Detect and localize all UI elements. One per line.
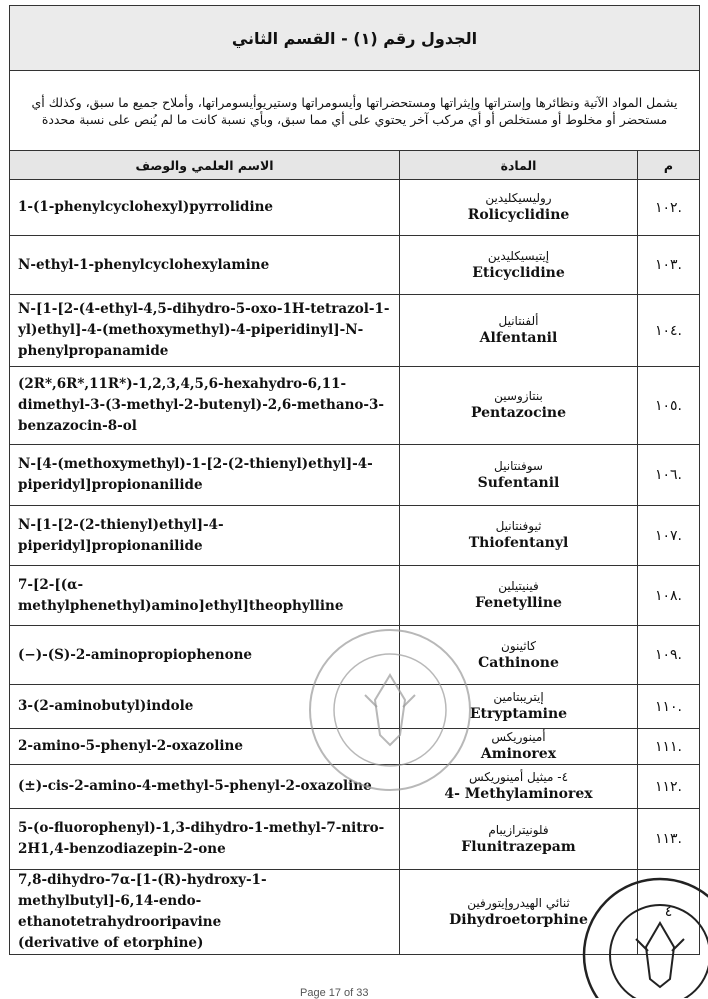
substance-name-cell bbox=[400, 809, 638, 870]
substance-arabic-name: بنتازوسين bbox=[494, 389, 543, 403]
scientific-name-cell: N-[4-(methoxymethyl)-1-[2-(2-thienyl)ethyl]-4-piperidyl]propionanilide bbox=[10, 445, 400, 506]
substance-arabic-name: ٤- ميثيل أمينوريكس bbox=[468, 770, 569, 784]
row-number-cell: .١١٠ bbox=[638, 685, 700, 729]
substance-english-name: Cathinone bbox=[478, 654, 559, 671]
table-row bbox=[10, 295, 700, 367]
table-row bbox=[10, 566, 700, 626]
table-row bbox=[10, 367, 700, 445]
substance-english-name: Dihydroetorphine bbox=[449, 911, 588, 928]
scientific-name-cell: 5-(o-fluorophenyl)-1,3-dihydro-1-methyl-7-nitro-2H1,4-benzodiazepin-2-one bbox=[10, 809, 400, 870]
scientific-name-cell: (±)-cis-2-amino-4-methyl-5-phenyl-2-oxazoline bbox=[10, 765, 400, 809]
substance-arabic-name: أمينوريكس bbox=[491, 730, 546, 744]
scientific-name-cell: 3-(2-aminobutyl)indole bbox=[10, 685, 400, 729]
table-row bbox=[10, 685, 700, 729]
page-footer: Page 17 of 33 bbox=[300, 987, 369, 999]
substance-english-name: Fenetylline bbox=[475, 595, 562, 611]
substance-english-name: 4- Methylaminorex bbox=[444, 786, 593, 802]
substance-name-cell bbox=[400, 765, 638, 809]
substance-name-cell bbox=[400, 626, 638, 685]
substance-name-cell bbox=[400, 445, 638, 506]
substance-english-name: Aminorex bbox=[480, 746, 557, 762]
substance-name-cell bbox=[400, 367, 638, 445]
substance-english-name: Rolicyclidine bbox=[467, 207, 570, 223]
header-scientific-name: الاسم العلمي والوصف bbox=[10, 151, 400, 180]
row-number-cell: .١٠٣ bbox=[638, 236, 700, 295]
table-row bbox=[10, 809, 700, 870]
substance-name-cell bbox=[400, 180, 638, 236]
substance-name-cell bbox=[400, 685, 638, 729]
substances-table bbox=[9, 5, 700, 955]
substance-arabic-name: ألفنتانيل bbox=[498, 314, 539, 328]
row-number-cell: .١١٣ bbox=[638, 809, 700, 870]
row-number-cell: ٤ bbox=[638, 870, 700, 955]
scientific-name-cell: 2-amino-5-phenyl-2-oxazoline bbox=[10, 729, 400, 765]
substance-arabic-name: روليسيكليدين bbox=[485, 191, 552, 205]
table-row bbox=[10, 506, 700, 566]
substance-english-name: Thiofentanyl bbox=[468, 535, 569, 551]
substance-arabic-name: سوفنتانيل bbox=[494, 458, 543, 473]
row-number-cell: .١٠٤ bbox=[638, 295, 700, 367]
row-number-cell: .١١١ bbox=[638, 729, 700, 765]
substance-arabic-name: إيتيسيكليدين bbox=[487, 248, 550, 263]
substance-arabic-name: ثيوفنتانيل bbox=[495, 519, 542, 533]
header-substance: المادة bbox=[400, 151, 638, 180]
substance-name-cell bbox=[400, 236, 638, 295]
substance-name-cell bbox=[400, 870, 638, 955]
substance-english-name: Flunitrazepam bbox=[461, 838, 576, 855]
substance-english-name: Pentazocine bbox=[471, 405, 566, 421]
substance-name-cell bbox=[400, 295, 638, 367]
table-row bbox=[10, 180, 700, 236]
table-row bbox=[10, 729, 700, 765]
row-number-cell: .١٠٧ bbox=[638, 506, 700, 566]
table-header-row bbox=[10, 151, 700, 180]
row-number-cell: .١٠٨ bbox=[638, 566, 700, 626]
table-title: الجدول رقم (١) - القسم الثاني bbox=[10, 6, 700, 71]
table-row bbox=[10, 445, 700, 506]
substance-arabic-name: فلونيترازيبام bbox=[488, 822, 549, 837]
table-row bbox=[10, 626, 700, 685]
table-row bbox=[10, 870, 700, 955]
substance-english-name: Eticyclidine bbox=[472, 264, 565, 281]
substance-english-name: Sufentanil bbox=[477, 474, 560, 491]
table-title-row bbox=[10, 6, 700, 71]
substance-name-cell bbox=[400, 566, 638, 626]
scientific-name-cell: N-ethyl-1-phenylcyclohexylamine bbox=[10, 236, 400, 295]
scientific-name-cell: N-[1-[2-(4-ethyl-4,5-dihydro-5-oxo-1H-tetrazol-1-yl)ethyl]-4-(methoxymethyl)-4-piperidinyl]-N-phenylpropanamide bbox=[10, 295, 400, 367]
substance-name-cell bbox=[400, 729, 638, 765]
substance-name-cell bbox=[400, 506, 638, 566]
substance-arabic-name: إيتريبتامين bbox=[493, 690, 544, 704]
scientific-name-cell: N-[1-[2-(2-thienyl)ethyl]-4-piperidyl]propionanilide bbox=[10, 506, 400, 566]
row-number-cell: .١٠٥ bbox=[638, 367, 700, 445]
table-row bbox=[10, 236, 700, 295]
scientific-name-cell: (2R*,6R*,11R*)-1,2,3,4,5,6-hexahydro-6,11-dimethyl-3-(3-methyl-2-butenyl)-2,6-methano-3-benzazocin-8-ol bbox=[10, 367, 400, 445]
scientific-name-cell: 1-(1-phenylcyclohexyl)pyrrolidine bbox=[10, 180, 400, 236]
substance-arabic-name: فينيتيلين bbox=[498, 579, 539, 593]
table-intro-row bbox=[10, 71, 700, 151]
row-number-cell: .١٠٦ bbox=[638, 445, 700, 506]
scientific-name-cell: 7,8-dihydro-7α-[1-(R)-hydroxy-1-methylbutyl]-6,14-endo-ethanotetrahydrooripavine (derivative of etorphine) bbox=[10, 870, 400, 955]
row-number-cell: .١٠٢ bbox=[638, 180, 700, 236]
substance-english-name: Alfentanil bbox=[479, 330, 558, 346]
substance-arabic-name: كاثينون bbox=[501, 638, 536, 653]
substance-english-name: Etryptamine bbox=[469, 706, 568, 722]
scientific-name-cell: 7-[2-[(α-methylphenethyl)amino]ethyl]theophylline bbox=[10, 566, 400, 626]
row-number-cell: .١١٢ bbox=[638, 765, 700, 809]
scientific-name-cell: (−)-(S)-2-aminopropiophenone bbox=[10, 626, 400, 685]
table-row bbox=[10, 765, 700, 809]
header-number: م bbox=[638, 151, 700, 180]
row-number-cell: .١٠٩ bbox=[638, 626, 700, 685]
substance-arabic-name: ثنائي الهيدروإيتورفين bbox=[467, 895, 570, 910]
table-intro-text: يشمل المواد الآتية ونظائرها وإستراتها وإيثراتها ومستحضراتها وأيسومراتها وستيريوأيسومراتها، وأملاح جميع ما سبق، وكذلك أي مستحضر أو مخلوط أو مستخلص أو أي مركب آخر يحتوي على أي مما سبق، وبأي نسبة كانت ما لم يُنص على نسبة محددة bbox=[10, 71, 700, 151]
